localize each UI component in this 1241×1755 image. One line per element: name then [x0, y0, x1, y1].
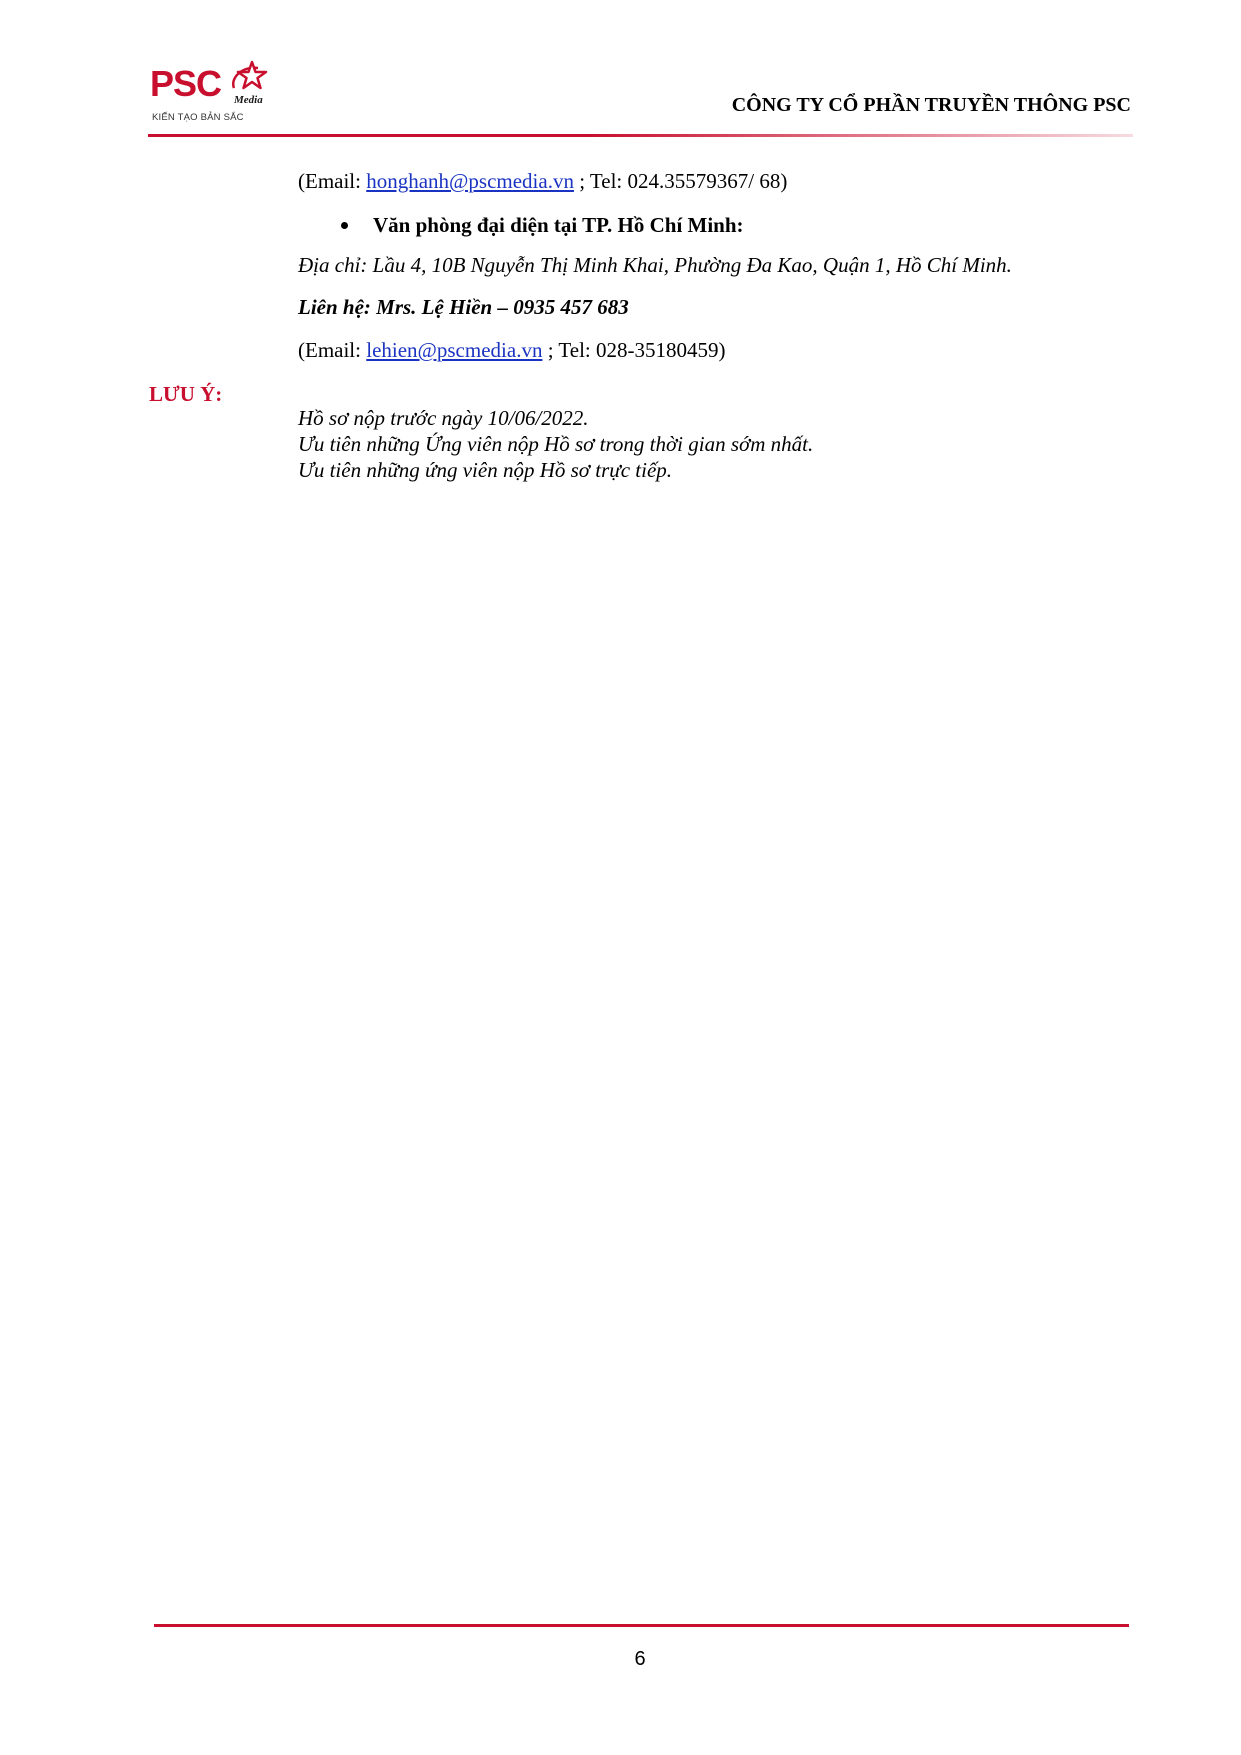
company-name: CÔNG TY CỔ PHẦN TRUYỀN THÔNG PSC [731, 94, 1131, 116]
logo-tagline: KIẾN TẠO BẢN SẮC [152, 112, 244, 123]
tel-text: ; Tel: 024.35579367/ 68) [573, 169, 788, 193]
tel-text: ; Tel: 028-35180459) [542, 338, 726, 362]
logo-wordmark: PSC [150, 63, 222, 104]
note-line: Ưu tiên những Ứng viên nộp Hồ sơ trong thời gian sớm nhất. [298, 432, 814, 456]
header-divider [148, 134, 1133, 137]
contact-hcm-line [298, 337, 725, 363]
email-link-honghanh[interactable]: honghanh@pscmedia.vn [366, 169, 574, 193]
office-hcm-contact: Liên hệ: Mrs. Lệ Hiền – 0935 457 683 [298, 295, 629, 319]
logo-script-text: Media [234, 94, 263, 106]
contact-hn-line [298, 168, 787, 194]
note-label: LƯU Ý: [149, 382, 223, 406]
company-logo [150, 58, 270, 128]
page-number: 6 [634, 1648, 646, 1670]
email-link-lehien[interactable]: lehien@pscmedia.vn [366, 338, 543, 362]
footer-divider [154, 1624, 1129, 1627]
bullet-icon [341, 222, 348, 229]
email-prefix: (Email: [298, 169, 367, 193]
note-line: Hồ sơ nộp trước ngày 10/06/2022. [298, 406, 589, 430]
email-prefix: (Email: [298, 338, 367, 362]
note-line: Ưu tiên những ứng viên nộp Hồ sơ trực tiếp. [298, 458, 673, 482]
office-hcm-heading: Văn phòng đại diện tại TP. Hồ Chí Minh: [373, 213, 744, 237]
office-hcm-address: Địa chỉ: Lầu 4, 10B Nguyễn Thị Minh Khai, Phường Đa Kao, Quận 1, Hồ Chí Minh. [298, 253, 1012, 277]
